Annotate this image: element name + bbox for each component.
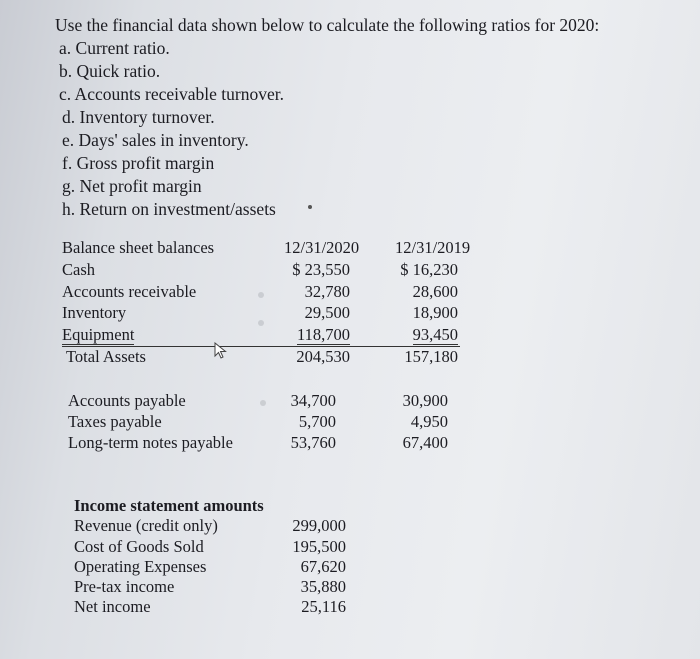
row-label-inventory: Inventory	[62, 303, 127, 322]
ap-2020: 34,700	[290, 391, 336, 410]
ltnp-2020: 53,760	[290, 433, 336, 452]
row-label-net-income: Net income	[74, 597, 151, 616]
total-assets-2020: 204,530	[296, 347, 350, 366]
list-item: d. Inventory turnover.	[62, 107, 215, 127]
row-label-accounts-payable: Accounts payable	[68, 391, 186, 410]
row-label-equipment	[62, 325, 134, 345]
equipment-label: Equipment	[62, 325, 135, 344]
question-block	[55, 14, 599, 221]
taxes-2019: 4,950	[410, 412, 448, 431]
cash-2020: $ 23,550	[292, 260, 350, 279]
ratio-list	[55, 37, 599, 221]
question-intro: Use the financial data shown below to calculate the following ratios for 2020:	[55, 15, 600, 35]
cogs-value: 195,500	[292, 537, 346, 556]
total-assets-2019: 157,180	[404, 347, 458, 366]
row-label-cogs: Cost of Goods Sold	[74, 537, 204, 556]
net-income-value: 25,116	[301, 597, 346, 616]
equipment-2020: 118,700	[296, 325, 350, 344]
equipment-2019-cell	[358, 325, 458, 345]
smudge	[258, 320, 264, 326]
row-label-revenue: Revenue (credit only)	[74, 516, 218, 535]
taxes-2020: 5,700	[298, 412, 336, 431]
row-label-operating-expenses: Operating Expenses	[74, 557, 207, 576]
row-label-accounts-receivable: Accounts receivable	[62, 282, 197, 301]
column-header-2019: 12/31/2019	[395, 238, 471, 257]
ap-2019: 30,900	[402, 391, 448, 410]
column-header-2020: 12/31/2020	[284, 238, 360, 257]
ltnp-2019: 67,400	[402, 433, 448, 452]
inventory-2020: 29,500	[304, 303, 350, 322]
ar-2019: 28,600	[412, 282, 458, 301]
row-label-taxes-payable: Taxes payable	[68, 412, 162, 431]
inventory-2019: 18,900	[412, 303, 458, 322]
list-item: e. Days' sales in inventory.	[62, 130, 249, 150]
stray-dot	[308, 205, 312, 209]
cash-2019: $ 16,230	[400, 260, 458, 279]
list-item: a. Current ratio.	[59, 38, 170, 58]
equipment-2020-cell	[250, 325, 350, 345]
smudge	[260, 400, 266, 406]
list-item: b. Quick ratio.	[59, 61, 161, 81]
income-statement-header: Income statement amounts	[74, 496, 264, 515]
ar-2020: 32,780	[304, 282, 350, 301]
list-item: h. Return on investment/assets	[62, 199, 276, 219]
pretax-value: 35,880	[300, 577, 346, 596]
equipment-2019: 93,450	[412, 325, 458, 344]
smudge	[258, 292, 264, 298]
opex-value: 67,620	[300, 557, 346, 576]
row-label-total-assets: Total Assets	[66, 347, 146, 366]
list-item: g. Net profit margin	[62, 176, 202, 196]
balance-sheet-header: Balance sheet balances	[62, 238, 215, 257]
list-item: f. Gross profit margin	[62, 153, 215, 173]
revenue-value: 299,000	[292, 516, 346, 535]
row-label-cash: Cash	[62, 260, 95, 279]
row-label-long-term-notes: Long-term notes payable	[68, 433, 233, 452]
mouse-pointer-icon	[214, 342, 228, 360]
list-item: c. Accounts receivable turnover.	[59, 84, 284, 104]
row-label-pretax-income: Pre-tax income	[74, 577, 175, 596]
